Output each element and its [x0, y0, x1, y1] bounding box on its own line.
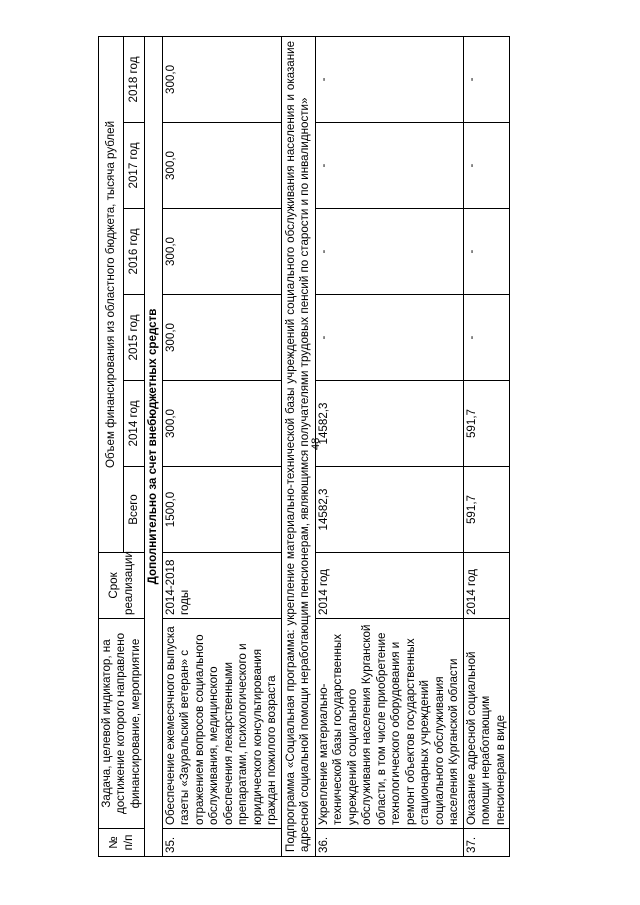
table-row: [315, 36, 463, 856]
row-term: 2014 год: [463, 553, 509, 619]
header-term: Срок реализации: [99, 553, 145, 619]
row-value: -: [315, 295, 463, 381]
row-text: Оказание адресной социальной помощи неработающим пенсионерам в виде: [463, 619, 509, 829]
section-title: Дополнительно за счет внебюджетных средств: [145, 36, 162, 856]
table-row: [162, 36, 281, 856]
table-row: [463, 36, 509, 856]
header-funding-group: Объем финансирования из областного бюджета, тысяча рублей: [99, 36, 124, 552]
row-value: 591,7: [463, 381, 509, 467]
header-year: 2016 год: [124, 209, 145, 295]
row-value: -: [463, 123, 509, 209]
header-num: № п/п: [99, 829, 145, 857]
row-value: -: [315, 36, 463, 122]
row-value: -: [315, 209, 463, 295]
row-value: -: [463, 36, 509, 122]
funding-table: [98, 36, 510, 857]
row-value: 300,0: [162, 381, 281, 467]
row-value: 300,0: [162, 123, 281, 209]
row-value: 1500,0: [162, 467, 281, 553]
rotated-table-container: [98, 37, 610, 857]
header-year: 2015 год: [124, 295, 145, 381]
row-num: 35.: [162, 829, 281, 857]
row-value: 300,0: [162, 295, 281, 381]
row-value: 300,0: [162, 209, 281, 295]
row-value: -: [463, 209, 509, 295]
row-value: -: [315, 123, 463, 209]
row-num: 36.: [315, 829, 463, 857]
row-value: 591,7: [463, 467, 509, 553]
row-text: Обеспечение ежемесячного выпуска газеты «Зауральский ветеран» с отражением вопросов социального обслуживания, медицинского обеспечения лекарственными препаратами, психологического и юридического консультирования граждан пожилого возраста: [162, 619, 281, 829]
row-text: Укрепление материально-технической базы государственных учреждений социального обслуживания населения Курганской области, в том числе приобретение технологического оборудования и ремонт объектов государственных стационарных учреждений социального обслуживания населения Курганской области: [315, 619, 463, 829]
subprogram-title: Подпрограмма «Социальная программа: укрепление материально-технической базы учреждений социального обслуживания населения и оказание адресной социальной помощи неработающим пенсионерам, являющимся получателями трудовых пенсий по старости и по инвалидности»: [281, 36, 315, 856]
header-year: Всего: [124, 467, 145, 553]
row-value: -: [463, 295, 509, 381]
header-year: 2017 год: [124, 123, 145, 209]
row-num: 37.: [463, 829, 509, 857]
header-year: 2014 год: [124, 381, 145, 467]
row-term: 2014 год: [315, 553, 463, 619]
row-value: 14582,3: [315, 467, 463, 553]
row-value: 300,0: [162, 36, 281, 122]
row-term: 2014-2018 годы: [162, 553, 281, 619]
page-number: 48: [310, 437, 322, 450]
header-year: 2018 год: [124, 36, 145, 122]
row-value: 14582,3: [315, 381, 463, 467]
header-task: Задача, целевой индикатор, на достижение которого направлено финансирование, мероприятие: [99, 619, 145, 829]
